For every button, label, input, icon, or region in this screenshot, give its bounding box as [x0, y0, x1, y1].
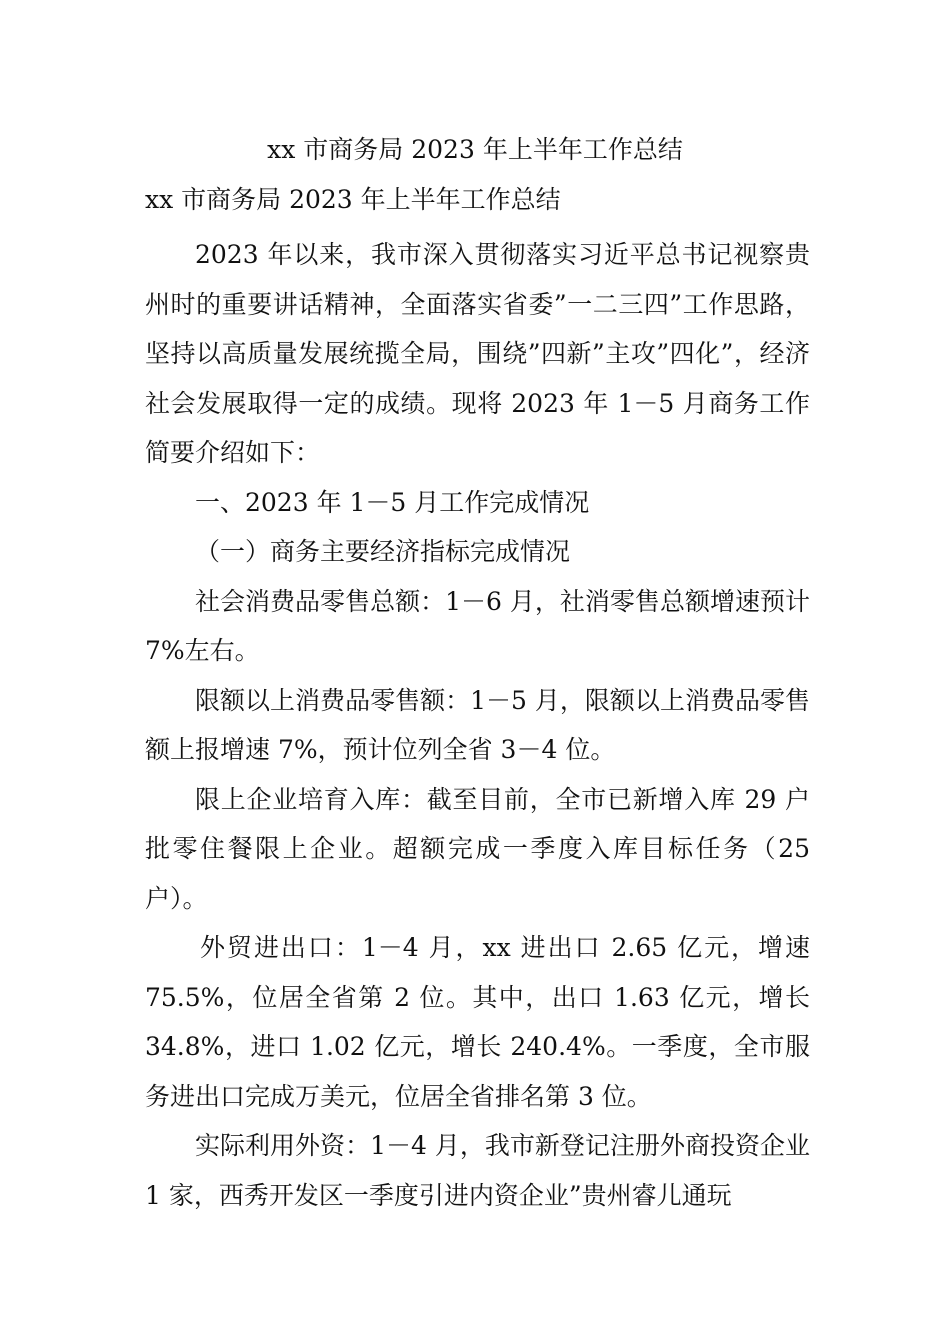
paragraph-enterprise-cultivation: 限上企业培育入库：截至目前，全市已新增入库 29 户批零住餐限上企业。超额完成一季度入库目标任务（25 户）。	[145, 784, 810, 913]
document-body	[145, 230, 810, 1220]
paragraph-above-quota-retail: 限额以上消费品零售额：1－5 月，限额以上消费品零售额上报增速 7%，预计位列全省 3－4 位。	[145, 685, 810, 764]
document-title: xx 市商务局 2023 年上半年工作总结	[267, 135, 683, 164]
document-subtitle: xx 市商务局 2023 年上半年工作总结	[145, 185, 561, 214]
paragraph-foreign-trade: 外贸进出口：1－4 月，xx 进出口 2.65 亿元，增速 75.5%，位居全省第 2 位。其中，出口 1.63 亿元，增长 34.8%，进口 1.02 亿元，增长 240.4%。一季度，全市服务进出口完成万美元，位居全省排名第 3 位。	[145, 933, 810, 1111]
subsection-heading: （一）商务主要经济指标完成情况	[195, 537, 571, 566]
paragraph-intro: 2023 年以来，我市深入贯彻落实习近平总书记视察贵州时的重要讲话精神，全面落实省委”一二三四”工作思路，坚持以高质量发展统揽全局，围绕”四新”主攻”四化”，经济社会发展取得一定的成绩。现将 2023 年 1－5 月商务工作简要介绍如下：	[145, 240, 810, 467]
paragraph-retail-sales: 社会消费品零售总额：1－6 月，社消零售总额增速预计 7%左右。	[145, 586, 810, 665]
paragraph-foreign-investment: 实际利用外资：1－4 月，我市新登记注册外商投资企业 1 家，西秀开发区一季度引进内资企业”贵州睿儿通玩	[145, 1131, 810, 1210]
section-heading: 一、2023 年 1－5 月工作完成情况	[195, 487, 590, 517]
